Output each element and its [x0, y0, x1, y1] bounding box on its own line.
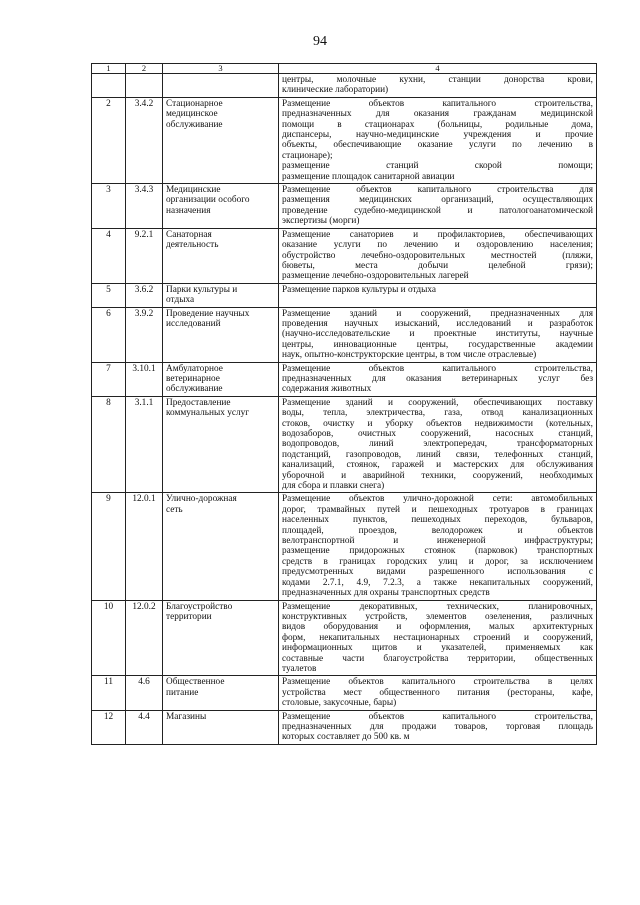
- use-description: [279, 97, 597, 183]
- use-description-line: Размещение объектов улично-дорожной сети: автомобильных: [282, 494, 593, 505]
- row-number: 11: [92, 676, 126, 710]
- use-description-line: канализаций, стоянок, гаражей и мастерских для обслуживания: [282, 460, 593, 471]
- use-description-line: размещение лечебно-оздоровительных лагерей: [282, 271, 469, 282]
- use-description-line: стоков, очистку и уборку объектов недвижимости (котельных,: [282, 418, 593, 429]
- use-description-line: предназначенных для охраны транспортных средств: [282, 588, 490, 599]
- use-name: [163, 228, 279, 283]
- use-description-line: центры, инновационные центры, государственные академии: [282, 339, 593, 350]
- use-description-line: оказание услуги по лечению и оздоровлению населения;: [282, 240, 593, 251]
- use-name-line: Магазины: [166, 711, 207, 722]
- use-code: 4.4: [126, 710, 163, 744]
- use-description: [279, 676, 597, 710]
- use-name: [163, 97, 279, 183]
- row-number: 3: [92, 184, 126, 229]
- use-name: [163, 362, 279, 396]
- use-description-line: туалетов: [282, 663, 317, 674]
- use-description-line: средств в границах городских улиц и дорог, за исключением: [282, 556, 593, 567]
- use-code: 12.0.2: [126, 600, 163, 676]
- use-description-line: наук, опытно-конструкторские центры, в том числе отраслевые): [282, 350, 537, 361]
- table-row: [92, 676, 597, 710]
- use-description-line: (научно-исследовательские и проектные институты, научные: [282, 329, 593, 340]
- use-description-line: устройства мест общественного питания (рестораны, кафе,: [282, 687, 593, 698]
- use-description-line: водопроводов, линий электропередач, трансформаторных: [282, 439, 593, 450]
- table-row: [92, 307, 597, 362]
- use-description-line: экспертизы (морги): [282, 216, 360, 227]
- table-row: [92, 283, 597, 307]
- use-name-line: исследований: [166, 318, 221, 329]
- use-description: [279, 710, 597, 744]
- use-description-line: Размещение декоративных, технических, планировочных,: [282, 601, 593, 612]
- use-name-line: организации особого: [166, 195, 250, 206]
- use-name-line: обслуживание: [166, 384, 223, 395]
- use-name-line: сеть: [166, 504, 183, 515]
- land-use-table: [91, 63, 597, 745]
- use-name-line: Стационарное: [166, 98, 223, 109]
- row-number: 5: [92, 283, 126, 307]
- use-description-line: форм, некапитальных нестационарных строений и сооружений,: [282, 632, 593, 643]
- use-description-line: Размещение объектов капитального строительства для: [282, 185, 593, 196]
- use-description-line: содержания животных: [282, 384, 372, 395]
- use-description-line: Размещение парков культуры и отдыха: [282, 284, 437, 295]
- use-code: 3.4.3: [126, 184, 163, 229]
- table-row: [92, 600, 597, 676]
- use-description-line: бюветы, места добычи целебной грязи);: [282, 260, 593, 271]
- row-number: 9: [92, 493, 126, 600]
- use-name: [163, 74, 279, 98]
- row-number: 12: [92, 710, 126, 744]
- use-description-line: Размещение санаториев и профилакториев, обеспечивающих: [282, 229, 593, 240]
- use-name: [163, 283, 279, 307]
- row-number: [92, 74, 126, 98]
- use-name-line: ветеринарное: [166, 373, 220, 384]
- use-description-line: дорог, трамвайных путей и пешеходных тротуаров в границах: [282, 504, 593, 515]
- use-description-line: помощи в стационарах (больницы, родильные дома,: [282, 119, 593, 130]
- use-description-line: Размещение объектов капитального строительства в целях: [282, 677, 593, 688]
- table-row: [92, 74, 597, 98]
- use-name-line: медицинское: [166, 109, 218, 120]
- use-description: [279, 184, 597, 229]
- use-description-line: площадей, проездов, велодорожек и объектов: [282, 525, 593, 536]
- use-description-line: воды, тепла, электричества, газа, отвод канализационных: [282, 408, 593, 419]
- use-code: 12.0.1: [126, 493, 163, 600]
- use-name-line: отдыха: [166, 295, 195, 306]
- use-description-line: стационаре);: [282, 150, 333, 161]
- use-description: [279, 600, 597, 676]
- use-name: [163, 307, 279, 362]
- table-row: [92, 493, 597, 600]
- use-description-line: размещение площадок санитарной авиации: [282, 171, 455, 182]
- use-description-line: конструктивных устройств, элементов озеленения, различных: [282, 611, 593, 622]
- use-description-line: клинические лаборатории): [282, 85, 389, 96]
- use-description-line: предназначенных для оказания гражданам медицинской: [282, 109, 593, 120]
- use-description: [279, 74, 597, 98]
- use-description-line: размещение придорожных стоянок (парковок) транспортных: [282, 546, 593, 557]
- table-row: [92, 396, 597, 493]
- use-description-line: диспансеры, научно-медицинские учреждения и прочие: [282, 130, 593, 141]
- use-name: [163, 710, 279, 744]
- use-description-line: предназначенных для оказания ветеринарных услуг без: [282, 373, 593, 384]
- use-name-line: обслуживание: [166, 119, 223, 130]
- use-name: [163, 676, 279, 710]
- row-number: 10: [92, 600, 126, 676]
- use-name-line: питание: [166, 687, 199, 698]
- use-code: 3.1.1: [126, 396, 163, 493]
- use-name: [163, 184, 279, 229]
- use-name-line: Улично-дорожная: [166, 494, 237, 505]
- use-description: [279, 283, 597, 307]
- use-description-line: размещения медицинских организаций, осуществляющих: [282, 195, 593, 206]
- use-name-line: Проведение научных: [166, 308, 250, 319]
- table-row: [92, 710, 597, 744]
- use-description-line: Размещение объектов капитального строительства,: [282, 711, 593, 722]
- row-number: 2: [92, 97, 126, 183]
- use-description-line: водозаборов, очистных сооружений, насосных станций,: [282, 429, 593, 439]
- use-description-line: велотранспортной и инженерной инфраструктуры;: [282, 536, 593, 547]
- use-name-line: коммунальных услуг: [166, 408, 250, 419]
- use-description-line: для сбора и плавки снега): [282, 481, 385, 492]
- column-header-1: 1: [92, 64, 126, 74]
- row-number: 7: [92, 362, 126, 396]
- use-description: [279, 493, 597, 600]
- use-code: [126, 74, 163, 98]
- use-description-line: проведения научных изысканий, исследований и разработок: [282, 318, 593, 329]
- use-description-line: населенных пунктов, пешеходных переходов, бульваров,: [282, 515, 593, 526]
- row-number: 6: [92, 307, 126, 362]
- use-description-line: видов оборудования и оформления, малых архитектурных: [282, 622, 593, 633]
- use-description: [279, 362, 597, 396]
- use-description-line: которых составляет до 500 кв. м: [282, 732, 410, 743]
- use-name: [163, 493, 279, 600]
- use-description-line: Размещение зданий и сооружений, обеспечивающих поставку: [282, 397, 593, 408]
- use-code: 3.9.2: [126, 307, 163, 362]
- use-description-line: составные части благоустройства территории, общественных: [282, 653, 593, 664]
- use-name-line: Амбулаторное: [166, 363, 223, 374]
- use-description-line: кодами 2.7.1, 4.9, 7.2.3, а также некапитальных сооружений,: [282, 577, 593, 588]
- column-header-2: 2: [126, 64, 163, 74]
- use-description-line: предусмотренных видами разрешенного использования с: [282, 567, 593, 578]
- use-name-line: назначения: [166, 205, 211, 216]
- use-name-line: Общественное: [166, 677, 225, 688]
- use-code: 3.6.2: [126, 283, 163, 307]
- page-number: 94: [313, 34, 327, 49]
- row-number: 8: [92, 396, 126, 493]
- use-description-line: предназначенных для продажи товаров, торговая площадь: [282, 721, 593, 732]
- use-name-line: Санаторная: [166, 229, 212, 240]
- use-code: 3.10.1: [126, 362, 163, 396]
- use-code: 9.2.1: [126, 228, 163, 283]
- use-code: 4.6: [126, 676, 163, 710]
- row-number: 4: [92, 228, 126, 283]
- use-name: [163, 600, 279, 676]
- table-header-row: [92, 64, 597, 74]
- table-body: [92, 74, 597, 745]
- use-name-line: Благоустройство: [166, 601, 233, 612]
- use-description-line: проведение судебно-медицинской и патологоанатомической: [282, 205, 593, 216]
- use-code: 3.4.2: [126, 97, 163, 183]
- use-name-line: Парки культуры и: [166, 284, 238, 295]
- use-name-line: Медицинские: [166, 185, 221, 196]
- use-description-line: информационных щитов и указателей, применяемых как: [282, 643, 593, 654]
- use-description-line: объекты, обеспечивающие оказание услуги по лечению в: [282, 140, 593, 151]
- use-description: [279, 307, 597, 362]
- use-description-line: уборочной и аварийной техники, сооружений, необходимых: [282, 470, 593, 481]
- use-description-line: центры, молочные кухни, станции донорства крови,: [282, 75, 593, 85]
- use-description-line: Размещение объектов капитального строительства,: [282, 363, 593, 374]
- use-description-line: Размещение зданий и сооружений, предназначенных для: [282, 308, 593, 319]
- use-description-line: размещение станций скорой помощи;: [282, 161, 593, 172]
- table-row: [92, 362, 597, 396]
- column-header-3: 3: [163, 64, 279, 74]
- use-name-line: деятельность: [166, 240, 219, 251]
- use-description-line: обустройство лечебно-оздоровительных местностей (пляжи,: [282, 250, 593, 261]
- use-name: [163, 396, 279, 493]
- table-row: [92, 97, 597, 183]
- use-description-line: Размещение объектов капитального строительства,: [282, 98, 593, 109]
- table-row: [92, 228, 597, 283]
- use-name-line: территории: [166, 611, 212, 622]
- use-name-line: Предоставление: [166, 397, 231, 408]
- use-description-line: столовые, закусочные, бары): [282, 698, 397, 709]
- use-description: [279, 396, 597, 493]
- table-row: [92, 184, 597, 229]
- column-header-4: 4: [279, 64, 597, 74]
- use-description-line: подстанций, газопроводов, линий связи, телефонных станций,: [282, 449, 593, 460]
- use-description: [279, 228, 597, 283]
